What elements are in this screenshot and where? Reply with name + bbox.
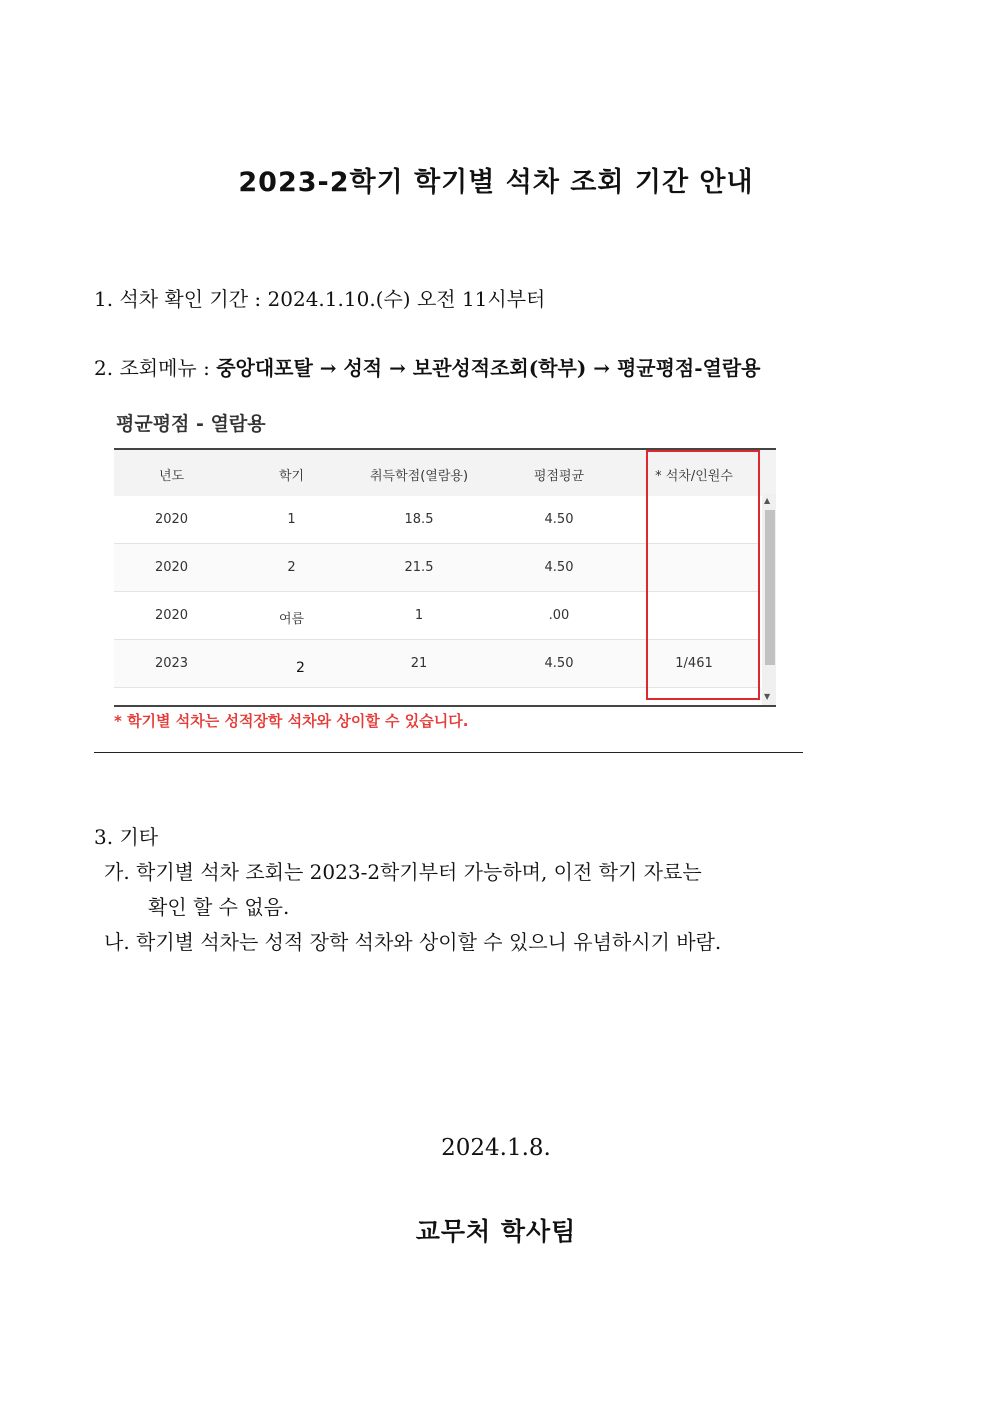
cell-credits: 1 <box>414 608 424 623</box>
cell-gpa: 4.50 <box>544 560 574 575</box>
menu-path-prefix: 2. 조회메뉴 : <box>94 356 217 380</box>
cell-credits: 18.5 <box>404 512 434 527</box>
rank-check-period: 1. 석차 확인 기간 : 2024.1.10.(수) 오전 11시부터 <box>94 287 546 311</box>
cell-gpa: .00 <box>548 608 570 623</box>
table-bottom-border <box>114 705 776 707</box>
header-gpa: 평점평균 <box>533 469 585 484</box>
cell-year: 2020 <box>154 560 189 575</box>
cell-year: 2023 <box>154 656 189 671</box>
cell-year: 2020 <box>154 608 189 623</box>
menu-path-line <box>94 352 761 381</box>
header-credits: 취득학점(열람용) <box>369 469 469 484</box>
scrollbar-thumb[interactable] <box>765 510 775 665</box>
scroll-up-icon[interactable]: ▲ <box>764 496 771 505</box>
scroll-down-icon[interactable]: ▼ <box>764 692 771 701</box>
others-item-a-continued: 확인 할 수 없음. <box>148 895 290 919</box>
header-year: 년도 <box>158 469 185 484</box>
header-rank: * 석차/인원수 <box>655 469 733 484</box>
header-semester: 학기 <box>278 469 305 484</box>
overlay-semester-value: 2 <box>296 660 305 676</box>
menu-path: 중앙대포탈 → 성적 → 보관성적조회(학부) → 평균평점-열람용 <box>216 356 761 380</box>
cell-credits: 21 <box>410 656 428 671</box>
cell-semester: 1 <box>287 512 296 527</box>
rank-note: * 학기별 석차는 성적장학 석차와 상이할 수 있습니다. <box>114 712 469 730</box>
cell-credits: 21.5 <box>404 560 434 575</box>
document-title: 2023-2학기 학기별 석차 조회 기간 안내 <box>238 167 754 198</box>
document-date: 2024.1.8. <box>441 1135 551 1161</box>
others-item-a: 가. 학기별 석차 조회는 2023-2학기부터 가능하며, 이전 학기 자료는 <box>104 860 702 884</box>
cell-year: 2020 <box>154 512 189 527</box>
screenshot-title: 평균평점 - 열람용 <box>116 413 266 435</box>
rank-column-highlight <box>646 450 760 700</box>
section-divider <box>94 752 803 753</box>
cell-gpa: 4.50 <box>544 656 574 671</box>
portal-screenshot <box>112 405 782 735</box>
cell-gpa: 4.50 <box>544 512 574 527</box>
cell-semester: 여름 <box>278 612 305 627</box>
issuing-department: 교무처 학사팀 <box>415 1217 577 1246</box>
others-item-b: 나. 학기별 석차는 성적 장학 석차와 상이할 수 있으니 유념하시기 바람. <box>104 930 722 954</box>
others-heading: 3. 기타 <box>94 825 159 849</box>
cell-semester: 2 <box>287 560 296 575</box>
cell-rank: 1/461 <box>675 656 713 671</box>
gpa-table <box>114 448 776 706</box>
